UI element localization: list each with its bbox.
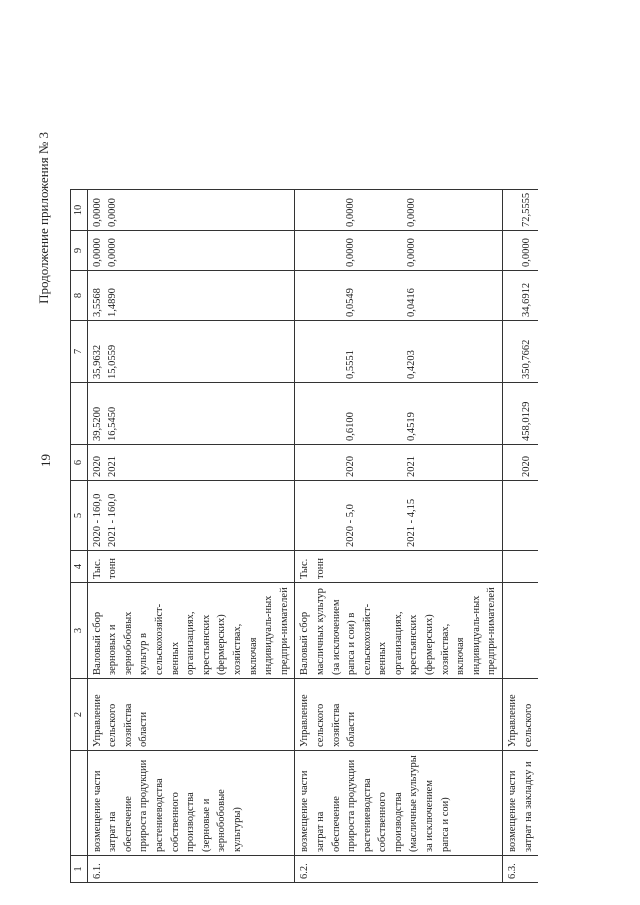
amount: 0,0000	[91, 238, 103, 267]
executor: Управление сельского	[503, 679, 539, 751]
amount: 0,0000	[91, 198, 103, 227]
appendix-continuation-note: Продолжение приложения № 3	[36, 132, 51, 304]
header-cell: 5	[71, 481, 88, 551]
amount: 3,5568	[91, 288, 103, 317]
amount: 0,4203	[405, 350, 417, 379]
amount: 0,0000	[345, 198, 357, 227]
amount: 39,5200	[91, 406, 103, 441]
year-cell	[295, 445, 503, 481]
amount-col8	[503, 271, 539, 321]
target-value: 2020 - 5,0	[345, 504, 357, 547]
header-cell: 6	[71, 445, 88, 481]
amount-col10	[295, 189, 503, 230]
header-cell: 9	[71, 231, 88, 271]
amount: 0,0000	[107, 198, 119, 227]
amount: 35,9632	[91, 344, 103, 379]
amount: 0,5551	[345, 350, 357, 379]
header-cell	[71, 383, 88, 445]
amount: 0,0000	[405, 198, 417, 227]
amount: 0,0549	[345, 288, 357, 317]
header-cell: 8	[71, 271, 88, 321]
amount-col8	[87, 271, 295, 321]
target-value: 2020 - 160,0	[91, 493, 103, 547]
header-cell: 2	[71, 679, 88, 751]
amount: 0,0000	[345, 238, 357, 267]
table-header-row	[71, 189, 88, 882]
header-cell: 10	[71, 189, 88, 230]
row-number: 6.1.	[87, 856, 295, 883]
year: 2021	[405, 456, 417, 477]
amount: 0,0000	[521, 238, 533, 267]
amount: 0,0000	[107, 238, 119, 267]
year: 2021	[107, 456, 119, 477]
executor: Управление сельского хозяйства области	[87, 679, 295, 751]
amount-col6	[503, 383, 539, 445]
amount-col8	[295, 271, 503, 321]
amount-col9	[87, 231, 295, 271]
budget-table	[70, 189, 538, 883]
amount-col9	[295, 231, 503, 271]
amount: 0,6100	[345, 412, 357, 441]
measure-name: возмещение части затрат на закладку и	[503, 751, 539, 856]
unit: Тыс. тонн	[295, 551, 503, 583]
executor: Управление сельского хозяйства области	[295, 679, 503, 751]
amount: 72,5555	[521, 192, 533, 227]
header-cell: 7	[71, 321, 88, 383]
table-row	[503, 189, 539, 882]
table-row	[87, 189, 295, 882]
amount: 1,4890	[107, 288, 119, 317]
target-values	[295, 481, 503, 551]
table-row	[295, 189, 503, 882]
amount: 34,6912	[521, 282, 533, 317]
amount: 0,0000	[405, 238, 417, 267]
indicator: Валовый сбор зерновых и зернобобовых культур в сельскохозяйст-венных организациях, крестьянских (фермерских) хозяйствах, включая индивидуаль-ных предпри-нимателей	[87, 583, 295, 679]
target-value: 2021 - 160,0	[107, 493, 119, 547]
header-cell: 3	[71, 583, 88, 679]
target-value: 2021 - 4,15	[405, 498, 417, 547]
measure-name: возмещение части затрат на обеспечение прироста продукции растениеводства собственного производства (масличные культуры за исключением рапса и сои)	[295, 751, 503, 856]
row-number: 6.3.	[503, 856, 539, 883]
amount-col6	[87, 383, 295, 445]
amount-col7	[87, 321, 295, 383]
header-cell	[71, 751, 88, 856]
indicator: Валовый сбор масличных культур (за исключением рапса и сои) в сельскохозяйст-венных организациях, крестьянских (фермерских) хозяйствах, включая индивидуаль-ных предпри-нимателей	[295, 583, 503, 679]
header-cell: 1	[71, 856, 88, 883]
year: 2020	[521, 456, 533, 477]
amount: 0,0416	[405, 288, 417, 317]
amount-col6	[295, 383, 503, 445]
amount: 0,4519	[405, 412, 417, 441]
amount-col10	[87, 189, 295, 230]
year-cell	[503, 445, 539, 481]
amount: 16,5450	[107, 406, 119, 441]
unit: Тыс. тонн	[87, 551, 295, 583]
amount-col7	[295, 321, 503, 383]
page-number: 19	[38, 454, 53, 467]
amount: 350,7662	[521, 339, 533, 379]
amount: 458,0129	[521, 401, 533, 441]
year: 2020	[345, 456, 357, 477]
header-cell: 4	[71, 551, 88, 583]
row-number: 6.2.	[295, 856, 503, 883]
amount-col10	[503, 189, 539, 230]
year-cell	[87, 445, 295, 481]
measure-name: возмещение части затрат на обеспечение прироста продукции растениеводства собственного производства (зерновые и зернобобовые культуры)	[87, 751, 295, 856]
amount-col7	[503, 321, 539, 383]
amount: 15,0559	[107, 344, 119, 379]
year: 2020	[91, 456, 103, 477]
target-values	[87, 481, 295, 551]
amount-col9	[503, 231, 539, 271]
